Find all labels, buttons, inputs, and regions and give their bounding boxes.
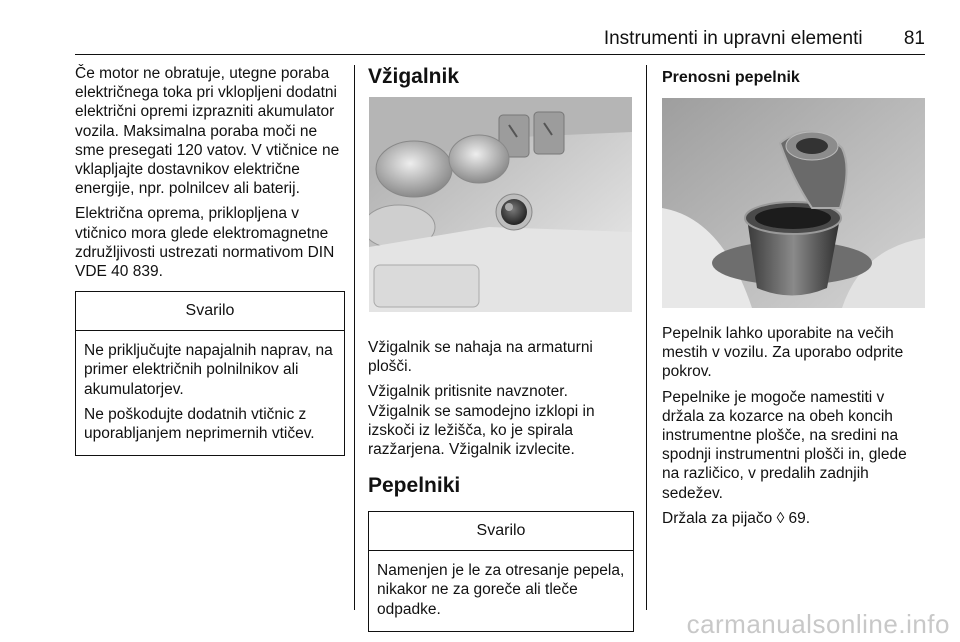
warning-text-1: Ne priključujte napajalnih naprav, na primer električnih polnilnikov ali akumulatorjev. — [84, 342, 333, 398]
power-consumption-paragraph: Če motor ne obratuje, utegne poraba električnega toka pri vklopljeni dodatni električni opremi izprazniti akumulator vozila. Maksimalna poraba moči ne sme presegati 120 vatov. V vtičnice ne vklapljajte dostavnikov električne energije, npr. polnilcev ali baterij. — [75, 65, 340, 198]
portable-ashtray-heading: Prenosni pepelnik — [662, 69, 800, 86]
lighter-location-paragraph: Vžigalnik se nahaja na armaturni plošči. — [368, 339, 593, 376]
lighter-usage-paragraph: Vžigalnik pritisnite navznoter. Vžigalnik se samodejno izklopi in izskoči iz ležišča, ko je spirala razžarjena. Vžigalnik izvlecite. — [368, 383, 595, 459]
ashtray-usage-paragraph: Pepelnik lahko uporabite na večih mestih v vozilu. Za uporabo odprite pokrov. — [662, 325, 904, 381]
column-divider-1 — [354, 65, 355, 610]
cupholder-reference: Držala za pijačo ◊ 69. — [662, 509, 811, 527]
emc-paragraph: Električna oprema, priklopljena v vtičnico mora glede elektromagnetne združljivosti ustrezati normativom DIN VDE 40 839. — [75, 205, 335, 281]
warning-box-ashtray — [368, 511, 634, 632]
column-1 — [75, 64, 345, 456]
column-divider-2 — [646, 65, 647, 610]
page-header — [0, 28, 925, 52]
warning-title: Svarilo — [76, 292, 344, 331]
cigarette-lighter-heading: Vžigalnik — [368, 65, 460, 88]
warning-text-2: Ne poškodujte dodatnih vtičnic z uporabljanjem neprimernih vtičev. — [84, 405, 315, 443]
header-rule — [75, 54, 925, 55]
chapter-title: Instrumenti in upravni elementi — [603, 28, 863, 49]
ashtray-placement-paragraph: Pepelnike je mogoče namestiti v držala za kozarce na obeh koncih instrumentne plošče, na sredini na spodnji instrumentni plošči in, glede na različico, v predalih zadnjih sedežev. — [662, 388, 907, 502]
page-number: 81 — [903, 28, 925, 49]
cigarette-lighter-illustration — [369, 97, 632, 312]
warning-box-socket — [75, 291, 345, 456]
warning-text: Namenjen je le za otresanje pepela, nikakor ne za goreče ali tleče odpadke. — [377, 562, 625, 618]
watermark: carmanualsonline.info — [686, 609, 950, 639]
warning-title: Svarilo — [369, 512, 633, 551]
portable-ashtray-illustration — [662, 98, 925, 308]
ashtrays-heading: Pepelniki — [368, 474, 461, 498]
